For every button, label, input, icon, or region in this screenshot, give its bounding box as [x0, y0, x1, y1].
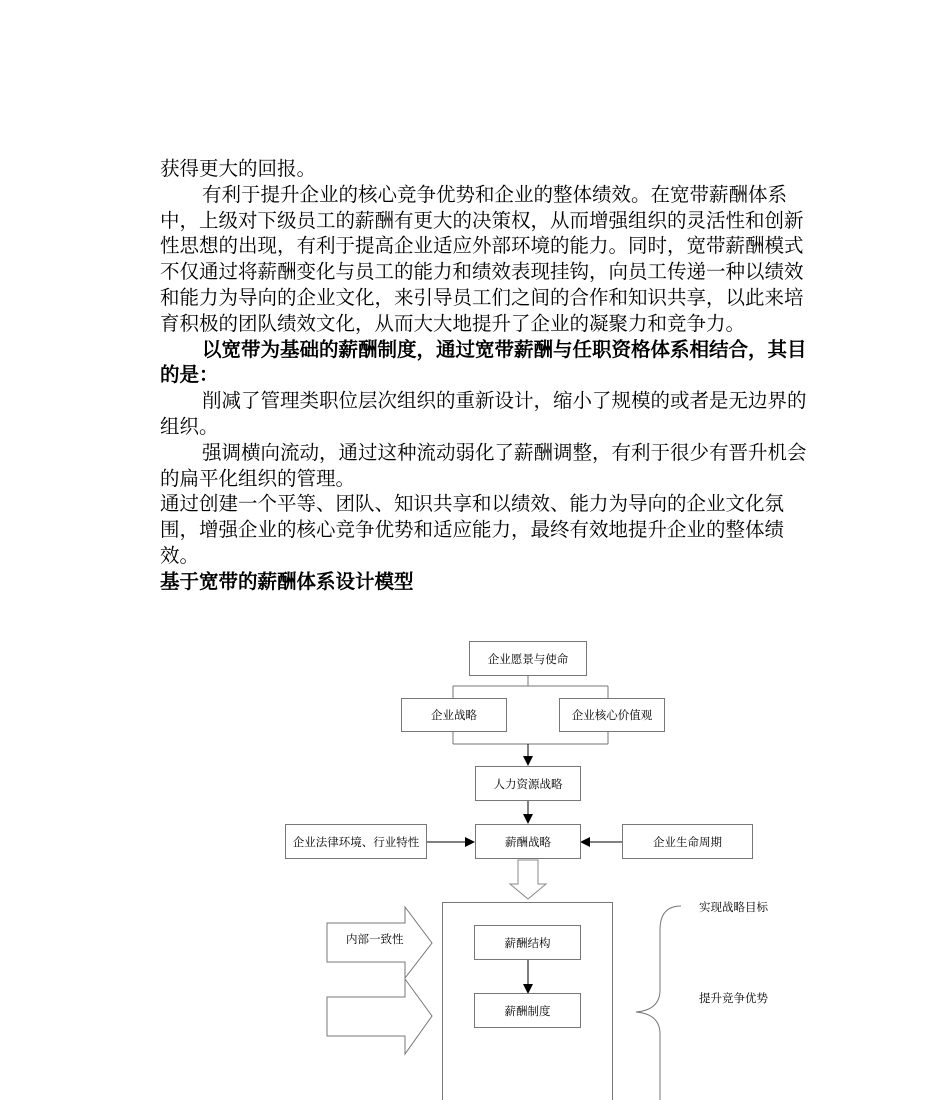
vision-mission-box — [469, 641, 587, 676]
hr-strategy-box — [475, 766, 581, 801]
core-values-label: 企业核心价值观 — [571, 708, 653, 722]
paragraph-4: 削减了管理类职位层次组织的重新设计，缩小了规模的或者是无边界的组织。 — [160, 389, 807, 438]
competitive-advantage-label: 提升竞争优势 — [699, 991, 768, 1005]
life-cycle-label: 企业生命周期 — [653, 834, 722, 849]
pay-strategy-label: 薪酬战略 — [505, 834, 551, 849]
corporate-strategy-label: 企业战略 — [431, 708, 477, 722]
legal-environment-box — [285, 824, 427, 859]
paragraph-3-heading: 以宽带为基础的薪酬制度，通过宽带薪酬与任职资格体系相结合，其目的是： — [160, 337, 807, 387]
pay-system-box — [474, 993, 581, 1028]
paragraph-2: 有利于提升企业的核心竞争优势和企业的整体绩效。在宽带薪酬体系中，上级对下级员工的薪酬有更大的决策权，从而增强组织的灵活性和创新性思想的出现，有利于提高企业适应外部环境的能力。同时，宽带薪酬模式不仅通过将薪酬变化与员工的能力和绩效表现挂钩，向员工传递一种以绩效和能力为导向的企业文化，来引导员工们之间的合作和知识共享，以此来培育积极的团队绩效文化，从而大大地提升了企业的凝聚力和竞争力。 — [160, 182, 804, 335]
pay-structure-box — [474, 925, 581, 960]
pay-system-label: 薪酬制度 — [504, 1003, 551, 1018]
pay-strategy-box — [475, 824, 581, 859]
hr-strategy-label: 人力资源战略 — [493, 776, 563, 791]
section-heading: 基于宽带的薪酬体系设计模型 — [160, 569, 414, 593]
paragraph-5: 强调横向流动，通过这种流动弱化了薪酬调整，有利于很少有晋升机会的扁平化组织的管理。 — [160, 440, 807, 490]
life-cycle-box — [622, 824, 753, 859]
legal-environment-label: 企业法律环境、行业特性 — [292, 834, 420, 849]
corporate-strategy-box — [401, 698, 507, 732]
pay-structure-label: 薪酬结构 — [504, 935, 551, 950]
vision-mission-label: 企业愿景与使命 — [487, 651, 569, 666]
paragraph-1: 获得更大的回报。 — [160, 157, 317, 180]
paragraph-6: 通过创建一个平等、团队、知识共享和以绩效、能力为导向的企业文化氛围，增强企业的核心竞争优势和适应能力，最终有效地提升企业的整体绩效。 — [160, 492, 785, 567]
internal-consistency-label: 内部一致性 — [346, 932, 404, 946]
core-values-box — [559, 698, 665, 732]
strategic-goal-label: 实现战略目标 — [699, 900, 768, 914]
